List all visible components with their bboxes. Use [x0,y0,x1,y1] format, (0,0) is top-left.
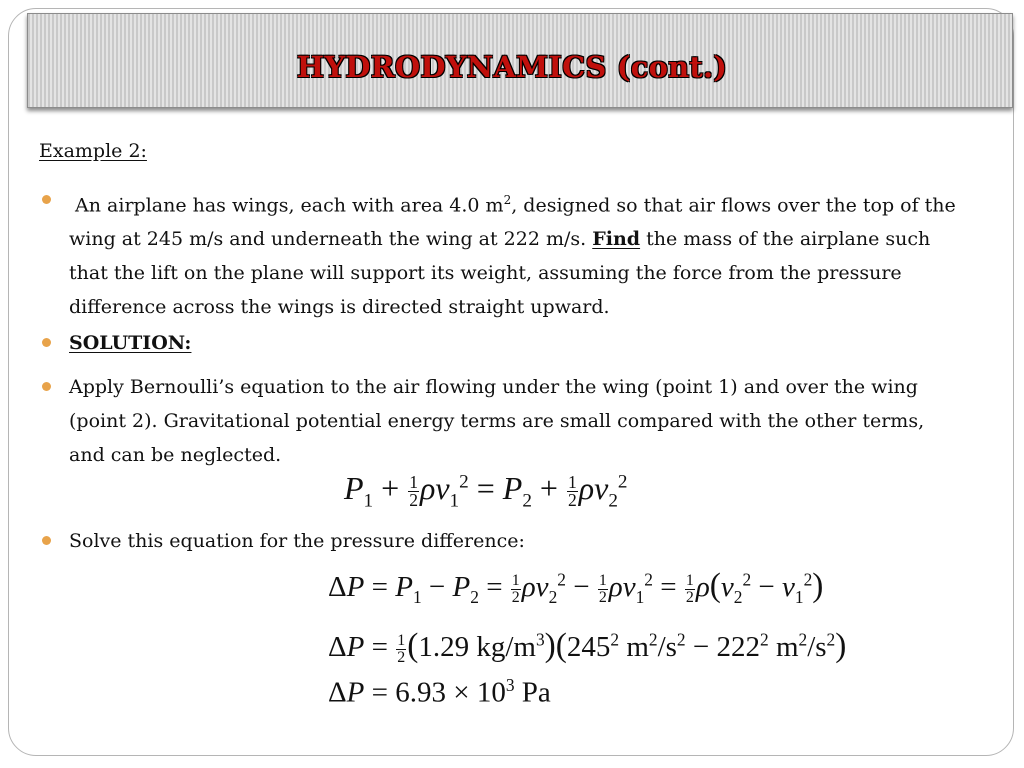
bernoulli-line3: and can be neglected. [69,444,282,466]
find-label: Find [592,228,641,251]
bullet-icon [42,195,51,204]
result-equation: $\Delta P = 6.93 \times 10^3$ Pa [328,675,551,709]
problem-line1-end: , designed so that air flows over the top of the [511,194,956,217]
solution-label: SOLUTION: [69,332,192,354]
substitution-equation: ΔP = $\frac{1}{2}$ (1.29 $kg/m^3)(245^2$ $m^2/s^2 - 222^2$ $m^2/s^2$) [328,627,847,666]
problem-line2-end: the mass of the airplane such [646,228,931,251]
bullet-icon [42,338,51,347]
problem-sup: 2 [503,193,512,207]
solve-text: Solve this equation for the pressure difference: [69,530,525,552]
slide-title: HYDRODYNAMICS (cont.) [296,50,728,84]
bernoulli-line1: Apply Bernoulli’s equation to the air flowing under the wing (point 1) and over the wing [69,376,918,398]
bernoulli-text [69,370,1009,472]
problem-line2: wing at 245 m/s and underneath the wing at 222 m/s. [69,228,587,251]
bullet-icon [42,382,51,391]
bullet-icon [42,536,51,545]
problem-line3: that the lift on the plane will support its weight, assuming the force from the pressure [69,262,902,285]
bernoulli-equation: $P_1$ + $\frac{1}{2}$ $\rho v_1^2 = P_2$ + $\frac{1}{2}$ $\rho v_2^2$ [344,470,628,512]
bernoulli-line2: (point 2). Gravitational potential energy terms are small compared with the other terms, [69,410,925,432]
problem-line4: difference across the wings is directed straight upward. [69,296,610,319]
problem-text [69,183,1009,324]
problem-line1: An airplane has wings, each with area 4.0 m [75,194,504,217]
example-heading: Example 2: [39,140,147,162]
delta-p-equation: $\Delta P = P_1 - P_2$ = $\frac{1}{2}$ $\rho v_2^2$ − $\frac{1}{2}$ $\rho v_1^2$ = $\frac{1}{2}$ $\rho(v_2^2 - v_1^2)$ [328,567,824,607]
